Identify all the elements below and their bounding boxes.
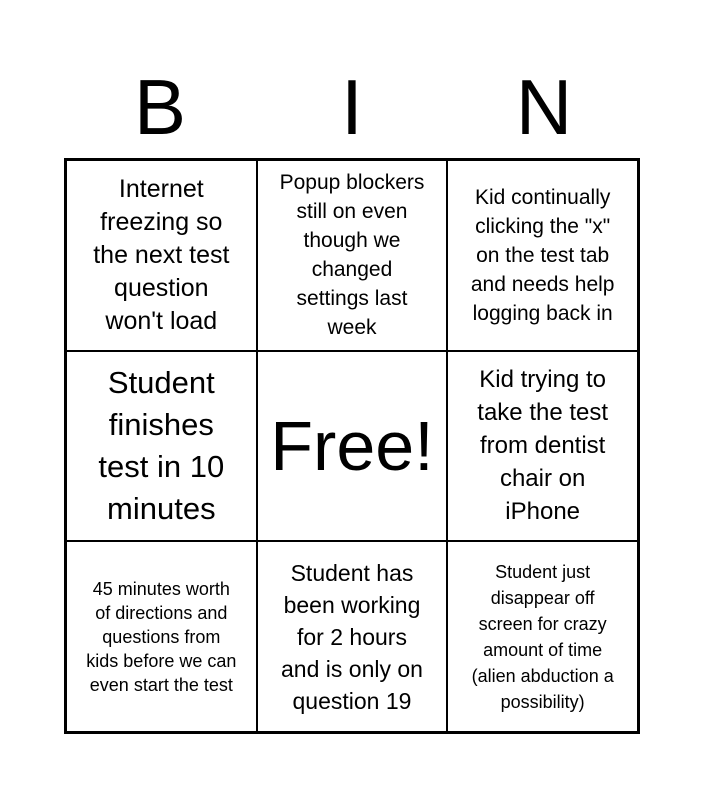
cell-text: Popup blockers still on even though we changed settings last week [279,171,425,340]
bingo-cell[interactable] [447,160,638,351]
cell-text: Internet freezing so the next test question won't load [93,174,230,335]
bingo-cell[interactable] [447,351,638,542]
cell-text: 45 minutes worth of directions and questions from kids before we can even start the test [86,578,237,695]
cell-text: Student has been working for 2 hours and is only on question 19 [281,559,423,714]
bingo-cell[interactable] [257,160,448,351]
cell-text: Kid trying to take the test from dentist chair on iPhone [477,366,609,526]
header-letter-i: I [341,63,363,151]
bingo-cell[interactable] [66,351,257,542]
bingo-header [64,62,640,152]
bingo-cell[interactable] [66,160,257,351]
cell-text: Kid continually clicking the "x" on the test tab and needs help logging back in [470,185,615,325]
bingo-cell[interactable] [447,541,638,732]
cell-text: Student just disappear off screen for crazy amount of time (alien abduction a possibility) [471,561,614,712]
header-letter-n: N [515,63,573,151]
free-space-cell[interactable] [257,351,448,542]
bingo-cell[interactable] [66,541,257,732]
header-letter-b: B [133,63,187,151]
bingo-grid [64,158,640,734]
free-space-text: Free! [270,406,434,485]
bingo-cell[interactable] [257,541,448,732]
cell-text: Student finishes test in 10 minutes [98,364,225,526]
